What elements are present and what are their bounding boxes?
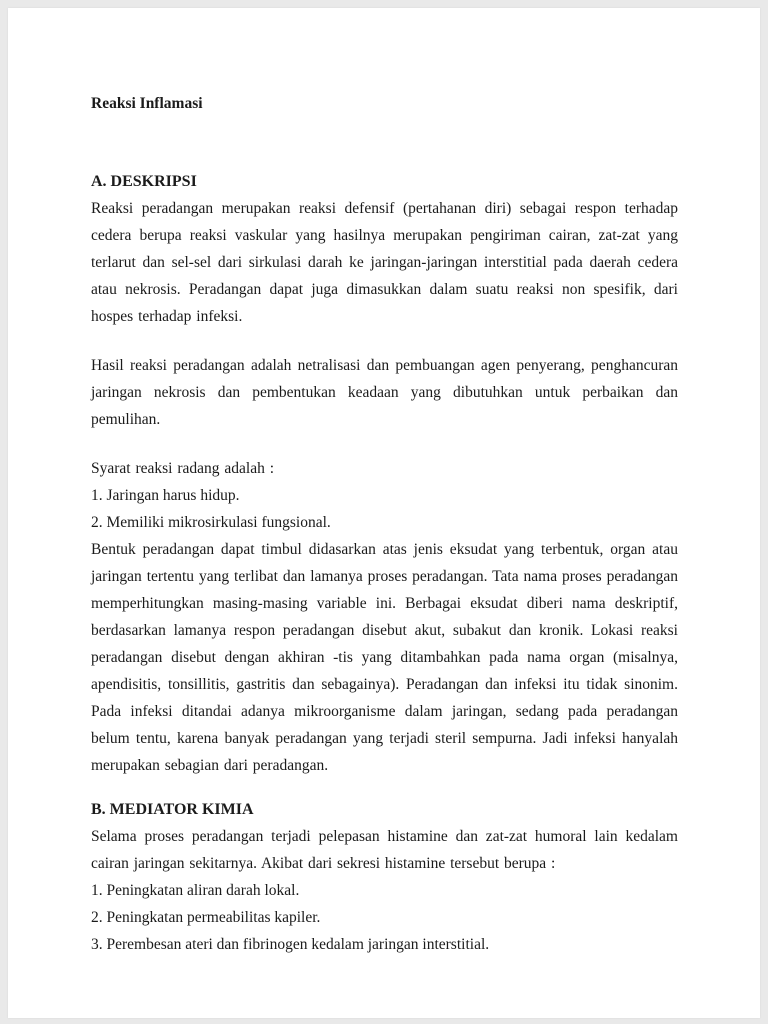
section-b-paragraph-1: Selama proses peradangan terjadi pelepasan histamine dan zat-zat humoral lain kedalam cairan jaringan sekitarnya. Akibat dari sekresi histamine tersebut berupa : xyxy=(91,828,678,872)
list-item-syarat-2: 2. Memiliki mikrosirkulasi fungsional. xyxy=(91,514,331,531)
list-item-mediator-3: 3. Perembesan ateri dan fibrinogen kedalam jaringan interstitial. xyxy=(91,936,490,953)
list-item-syarat-1: 1. Jaringan harus hidup. xyxy=(91,487,240,504)
section-a-heading: A. DESKRIPSI xyxy=(91,173,197,190)
section-b xyxy=(91,796,678,958)
section-a-paragraph-3: Bentuk peradangan dapat timbul didasarkan atas jenis eksudat yang terbentuk, organ atau jaringan tertentu yang terlibat dan lamanya proses peradangan. Tata nama proses peradangan memperhitungkan masing-masing variable ini. Berbagai eksudat diberi nama deskriptif, berdasarkan lamanya respon peradangan disebut akut, subakut dan kronik. Lokasi reaksi peradangan disebut dengan akhiran -tis yang ditambahkan pada nama organ (misalnya, apendisitis, tonsillitis, gastritis dan sebagainya). Peradangan dan infeksi itu tidak sinonim. Pada infeksi ditandai adanya mikroorganisme dalam jaringan, sedang pada peradangan belum tentu, karena banyak peradangan yang terjadi steril sempurna. Jadi infeksi hanyalah merupakan sebagian dari peradangan. xyxy=(91,541,678,774)
section-a-paragraph-2: Hasil reaksi peradangan adalah netralisasi dan pembuangan agen penyerang, penghancuran jaringan nekrosis dan pembentukan keadaan yang dibutuhkan untuk perbaikan dan pemulihan. xyxy=(91,357,678,428)
document-page xyxy=(8,8,760,1018)
list-item-mediator-2: 2. Peningkatan permeabilitas kapiler. xyxy=(91,909,321,926)
section-a-paragraph-1: Reaksi peradangan merupakan reaksi defensif (pertahanan diri) sebagai respon terhadap cedera berupa reaksi vaskular yang hasilnya merupakan pengiriman cairan, zat-zat yang terlarut dan sel-sel dari sirkulasi darah ke jaringan-jaringan interstitial pada daerah cedera atau nekrosis. Peradangan dapat juga dimasukkan dalam suatu reaksi non spesifik, dari hospes terhadap infeksi. xyxy=(91,200,678,325)
list-item-mediator-1: 1. Peningkatan aliran darah lokal. xyxy=(91,882,300,899)
document-title: Reaksi Inflamasi xyxy=(91,95,203,112)
section-a xyxy=(91,168,678,779)
section-b-heading: B. MEDIATOR KIMIA xyxy=(91,801,254,818)
section-a-syarat-intro: Syarat reaksi radang adalah : xyxy=(91,460,275,477)
